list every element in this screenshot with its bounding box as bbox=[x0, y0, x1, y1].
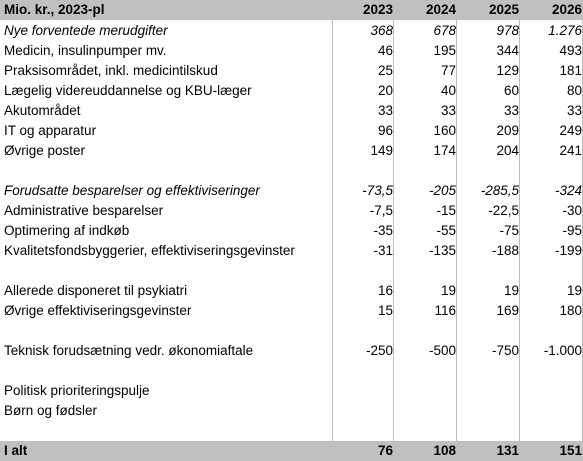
row-label: Forudsatte besparelser og effektiviseringer bbox=[4, 183, 260, 198]
row-value-2026: 241 bbox=[559, 143, 582, 158]
row-value-2023: -31 bbox=[373, 243, 393, 258]
table-row bbox=[0, 41, 583, 61]
row-value-2026: 80 bbox=[566, 83, 582, 98]
row-value-2024: 116 bbox=[434, 303, 456, 318]
table-row bbox=[0, 101, 583, 121]
row-label: Administrative besparelser bbox=[4, 203, 164, 218]
total-2024: 108 bbox=[433, 443, 456, 458]
row-value-2023: 96 bbox=[377, 123, 393, 138]
table-row bbox=[0, 341, 583, 361]
table-row bbox=[0, 321, 583, 341]
row-value-2023: 25 bbox=[377, 63, 393, 78]
table-row bbox=[0, 181, 583, 201]
total-row bbox=[0, 441, 583, 461]
row-value-2026: 181 bbox=[559, 63, 582, 78]
row-value-2025: 978 bbox=[496, 23, 519, 38]
table-row bbox=[0, 381, 583, 401]
row-label: Optimering af indkøb bbox=[4, 223, 130, 238]
row-value-2024: 174 bbox=[433, 143, 456, 158]
row-value-2026: -95 bbox=[562, 223, 582, 238]
row-value-2023: -73,5 bbox=[362, 183, 393, 198]
row-label bbox=[0, 261, 344, 281]
row-value-2024: 160 bbox=[433, 123, 456, 138]
row-label bbox=[0, 361, 344, 381]
row-value-2024: 33 bbox=[440, 103, 456, 118]
row-label: Øvrige poster bbox=[4, 143, 86, 158]
year-2025: 2025 bbox=[488, 2, 519, 17]
table-row bbox=[0, 281, 583, 301]
row-value-2023: 20 bbox=[377, 83, 393, 98]
row-label: Kvalitetsfondsbyggerier, effektiviseringsgevinster bbox=[4, 243, 295, 258]
row-value-2023: 149 bbox=[370, 143, 393, 158]
row-value-2025: 19 bbox=[503, 283, 519, 298]
table-row bbox=[0, 61, 583, 81]
row-label: Allerede disponeret til psykiatri bbox=[4, 283, 188, 298]
row-label: Medicin, insulinpumper mv. bbox=[4, 43, 167, 58]
header-row bbox=[0, 0, 583, 20]
row-value-2024: -500 bbox=[428, 343, 456, 358]
year-2024: 2024 bbox=[425, 2, 456, 17]
total-2025: 131 bbox=[496, 443, 519, 458]
row-value-2025: 209 bbox=[496, 123, 519, 138]
row-value-2025: 60 bbox=[503, 83, 519, 98]
row-value-2025: 33 bbox=[503, 103, 519, 118]
row-value-2024: 40 bbox=[440, 83, 456, 98]
row-label: Børn og fødsler bbox=[4, 403, 98, 418]
table-row bbox=[0, 201, 583, 221]
table-row bbox=[0, 121, 583, 141]
row-label: Lægelig videreuddannelse og KBU-læger bbox=[4, 83, 252, 98]
row-value-2023: 16 bbox=[377, 283, 393, 298]
row-value-2026: 19 bbox=[566, 283, 582, 298]
row-value-2025: -285,5 bbox=[480, 183, 519, 198]
row-value-2026: -199 bbox=[554, 243, 582, 258]
row-value-2026: 493 bbox=[559, 43, 582, 58]
row-value-2023: -250 bbox=[365, 343, 393, 358]
row-value-2026: 33 bbox=[566, 103, 582, 118]
row-value-2023: -35 bbox=[373, 223, 393, 238]
row-label: IT og apparatur bbox=[4, 123, 97, 138]
table-row bbox=[0, 361, 583, 381]
row-label bbox=[0, 321, 344, 341]
table-row bbox=[0, 81, 583, 101]
table-row bbox=[0, 241, 583, 261]
table-row bbox=[0, 301, 583, 321]
row-value-2025: -22,5 bbox=[488, 203, 519, 218]
year-2023: 2023 bbox=[362, 2, 393, 17]
row-label: Praksisområdet, inkl. medicintilskud bbox=[4, 63, 218, 78]
year-2026: 2026 bbox=[551, 2, 582, 17]
row-value-2023: 15 bbox=[377, 303, 393, 318]
row-value-2023: 368 bbox=[370, 23, 393, 38]
table-row bbox=[0, 421, 583, 441]
table-row bbox=[0, 221, 583, 241]
row-value-2024: -15 bbox=[436, 203, 456, 218]
row-value-2025: -75 bbox=[499, 223, 519, 238]
row-value-2023: 33 bbox=[377, 103, 393, 118]
row-value-2024: 19 bbox=[440, 283, 456, 298]
table-row bbox=[0, 161, 583, 181]
table-row bbox=[0, 261, 583, 281]
row-value-2025: 129 bbox=[496, 63, 519, 78]
row-value-2024: 195 bbox=[433, 43, 456, 58]
row-value-2026: 249 bbox=[559, 123, 582, 138]
total-label: I alt bbox=[4, 443, 28, 458]
table-row bbox=[0, 401, 583, 421]
table-row bbox=[0, 141, 583, 161]
row-label bbox=[0, 161, 344, 181]
table-row bbox=[0, 21, 583, 41]
row-value-2024: -135 bbox=[428, 243, 456, 258]
row-value-2024: -55 bbox=[436, 223, 456, 238]
row-label: Teknisk forudsætning vedr. økonomiaftale bbox=[4, 343, 254, 358]
row-value-2025: -188 bbox=[491, 243, 519, 258]
total-2023: 76 bbox=[377, 443, 393, 458]
row-value-2023: 46 bbox=[377, 43, 393, 58]
row-value-2025: -750 bbox=[491, 343, 519, 358]
row-value-2026: 1.276 bbox=[548, 23, 582, 38]
row-value-2024: 678 bbox=[433, 23, 456, 38]
row-label: Nye forventede merudgifter bbox=[4, 23, 168, 38]
row-label: Øvrige effektiviseringsgevinster bbox=[4, 303, 192, 318]
row-label: Politisk prioriteringspulje bbox=[4, 383, 150, 398]
total-2026: 151 bbox=[559, 443, 582, 458]
row-label: Akutområdet bbox=[4, 103, 81, 118]
header-label: Mio. kr., 2023-pl bbox=[4, 2, 105, 17]
row-value-2024: -205 bbox=[428, 183, 456, 198]
row-value-2026: -1.000 bbox=[543, 343, 582, 358]
row-value-2023: -7,5 bbox=[369, 203, 393, 218]
row-value-2025: 344 bbox=[496, 43, 519, 58]
row-value-2025: 169 bbox=[496, 303, 519, 318]
row-value-2025: 204 bbox=[496, 143, 519, 158]
row-value-2026: 180 bbox=[559, 303, 582, 318]
row-value-2026: -30 bbox=[562, 203, 582, 218]
row-label bbox=[0, 421, 344, 441]
row-value-2024: 77 bbox=[440, 63, 456, 78]
row-value-2026: -324 bbox=[554, 183, 582, 198]
